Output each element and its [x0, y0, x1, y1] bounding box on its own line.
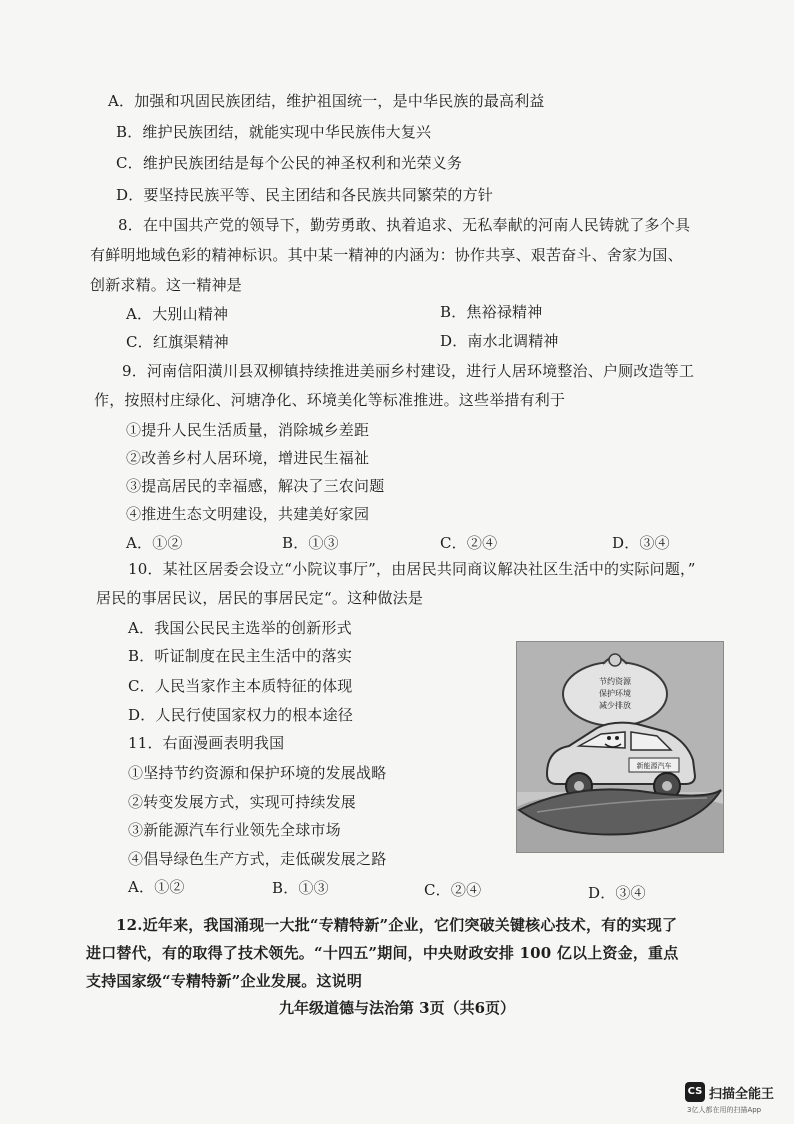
q11-cartoon-image: [516, 641, 724, 853]
q9-statement-3: ③提高居民的幸福感，解决了三农问题: [126, 477, 385, 495]
q8-option-d: D．南水北调精神: [440, 332, 559, 350]
q12-stem-line2: 进口替代，有的取得了技术领先。“十四五”期间，中央财政安排 100 亿以上资金，重点: [86, 944, 679, 962]
q7-option-a: A．加强和巩固民族团结，维护祖国统一，是中华民族的最高利益: [108, 92, 545, 110]
q9-option-a: A．①②: [126, 534, 183, 552]
q12-stem-line1: 12.近年来，我国涌现一大批“专精特新”企业，它们突破关键核心技术，有的实现了: [116, 916, 678, 934]
q8-stem-line2: 有鲜明地域色彩的精神标识。其中某一精神的内涵为：协作共享、艰苦奋斗、舍家为国、: [90, 246, 683, 264]
q9-option-c: C．②④: [440, 534, 498, 552]
q9-option-d: D．③④: [612, 534, 670, 552]
q9-stem-line2: 作，按照村庄绿化、河塘净化、环境美化等标准推进。这些举措有利于: [94, 391, 566, 409]
q11-option-a: A．①②: [128, 878, 185, 896]
camscanner-name: 扫描全能王: [709, 1087, 775, 1102]
q10-stem-line2: 居民的事居民议，居民的事居民定“。这种做法是: [96, 589, 424, 607]
camscanner-logo-icon: CS: [685, 1082, 705, 1102]
q11-statement-4: ④倡导绿色生产方式，走低碳发展之路: [128, 850, 387, 868]
q11-stem: 11．右面漫画表明我国: [128, 734, 285, 752]
q10-option-a: A．我国公民民主选举的创新形式: [128, 619, 352, 637]
q7-option-b: B．维护民族团结，就能实现中华民族伟大复兴: [116, 123, 432, 141]
camscanner-tagline: 3亿人都在用的扫描App: [687, 1106, 762, 1114]
q7-option-d: D．要坚持民族平等、民主团结和各民族共同繁荣的方针: [116, 186, 494, 204]
q10-option-c: C．人民当家作主本质特征的体现: [128, 677, 353, 695]
q9-stem-line1: 9．河南信阳潢川县双柳镇持续推进美丽乡村建设，进行人居环境整治、户厕改造等工: [122, 362, 695, 380]
page-footer: 九年级道德与法治第 3页（共6页）: [278, 999, 516, 1017]
q8-option-c: C．红旗渠精神: [126, 333, 229, 351]
q8-stem-line1: 8．在中国共产党的领导下，勤劳勇敢、执着追求、无私奉献的河南人民铸就了多个具: [118, 216, 691, 234]
cartoon-balloon-text-1: 节约资源: [599, 677, 631, 686]
q11-option-c: C．②④: [424, 881, 482, 899]
q8-option-a: A．大别山精神: [126, 305, 229, 323]
q11-option-d: D．③④: [588, 884, 646, 902]
q7-option-c: C．维护民族团结是每个公民的神圣权利和光荣义务: [116, 154, 463, 172]
q11-statement-2: ②转变发展方式，实现可持续发展: [128, 793, 357, 811]
q9-statement-1: ①提升人民生活质量，消除城乡差距: [126, 421, 370, 439]
cartoon-illustration: [517, 642, 723, 852]
q11-statement-3: ③新能源汽车行业领先全球市场: [128, 821, 341, 839]
q10-option-b: B．听证制度在民主生活中的落实: [128, 647, 353, 665]
q12-stem-line3: 支持国家级“专精特新”企业发展。这说明: [86, 972, 363, 990]
cartoon-car-label: 新能源汽车: [636, 762, 672, 770]
q11-option-b: B．①③: [272, 879, 329, 897]
q10-stem-line1: 10．某社区居委会设立“小院议事厅”，由居民共同商议解决社区生活中的实际问题，”: [128, 560, 696, 578]
q11-statement-1: ①坚持节约资源和保护环境的发展战略: [128, 764, 387, 782]
q9-statement-4: ④推进生态文明建设，共建美好家园: [126, 505, 370, 523]
q10-option-d: D．人民行使国家权力的根本途径: [128, 706, 354, 724]
q9-statement-2: ②改善乡村人居环境，增进民生福祉: [126, 449, 370, 467]
q8-option-b: B．焦裕禄精神: [440, 303, 543, 321]
q9-option-b: B．①③: [282, 534, 339, 552]
cartoon-balloon-text-2: 保护环境: [599, 689, 631, 698]
cartoon-balloon-text-3: 减少排放: [599, 701, 631, 710]
q8-stem-line3: 创新求精。这一精神是: [90, 276, 243, 294]
